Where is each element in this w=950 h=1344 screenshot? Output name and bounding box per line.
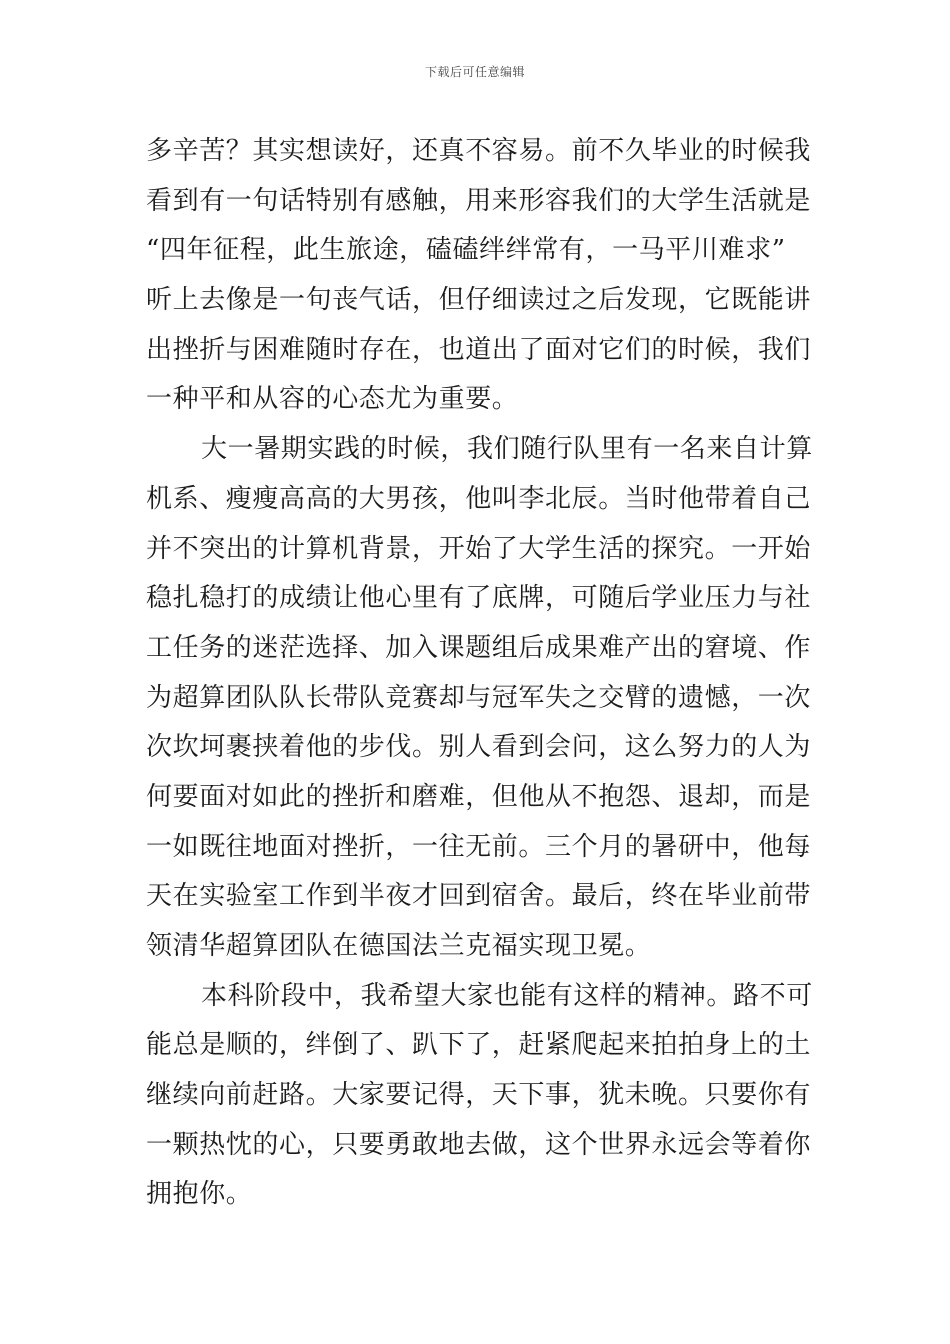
text-line: 多辛苦？其实想读好，还真不容易。前不久毕业的时候我 xyxy=(146,136,812,166)
page-header-note: 下载后可任意编辑 xyxy=(424,65,525,79)
text-line: 听上去像是一句丧气话，但仔细读过之后发现，它既能讲 xyxy=(146,285,812,316)
text-line: 出挫折与困难随时存在，也道出了面对它们的时候，我们 xyxy=(146,334,812,365)
text-line: 一种平和从容的心态尤为重要。 xyxy=(146,384,519,415)
text-line: 并不突出的计算机背景，开始了大学生活的探究。一开始 xyxy=(146,533,812,564)
text-line: 机系、瘦瘦高高的大男孩，他叫李北辰。当时他带着自己 xyxy=(146,483,812,514)
text-line: 稳扎稳打的成绩让他心里有了底牌，可随后学业压力与社 xyxy=(146,583,812,614)
text-line: 领清华超算团队在德国法兰克福实现卫冕。 xyxy=(146,931,652,961)
paragraph-2 xyxy=(146,425,816,972)
text-line: 次坎坷裹挟着他的步伐。别人看到会问，这么努力的人为 xyxy=(146,732,812,763)
text-line: 为超算团队队长带队竞赛却与冠军失之交臂的遗憾，一次 xyxy=(146,682,812,713)
document-body xyxy=(146,127,816,1220)
text-line: 本科阶段中，我希望大家也能有这样的精神。路不可 xyxy=(201,980,813,1011)
text-line: 一颗热忱的心，只要勇敢地去做，这个世界永远会等着你 xyxy=(146,1129,812,1160)
text-line: 大一暑期实践的时候，我们随行队里有一名来自计算 xyxy=(201,434,813,465)
paragraph-1 xyxy=(146,127,816,425)
text-line: 一如既往地面对挫折，一往无前。三个月的暑研中，他每 xyxy=(146,831,812,862)
text-line: 能总是顺的，绊倒了、趴下了，赶紧爬起来拍拍身上的土 xyxy=(146,1030,812,1061)
text-line: “四年征程，此生旅途，磕磕绊绊常有，一马平川难求” xyxy=(146,235,786,266)
paragraph-3 xyxy=(146,972,816,1220)
text-line: 拥抱你。 xyxy=(146,1179,253,1210)
text-line: 继续向前赶路。大家要记得，天下事，犹未晚。只要你有 xyxy=(146,1080,812,1111)
text-line: 何要面对如此的挫折和磨难，但他从不抱怨、退却，而是 xyxy=(146,781,812,812)
text-line: 天在实验室工作到半夜才回到宿舍。最后，终在毕业前带 xyxy=(146,881,812,912)
text-line: 工任务的迷茫选择、加入课题组后成果难产出的窘境、作 xyxy=(146,632,812,663)
text-line: 看到有一句话特别有感触，用来形容我们的大学生活就是 xyxy=(146,185,812,216)
